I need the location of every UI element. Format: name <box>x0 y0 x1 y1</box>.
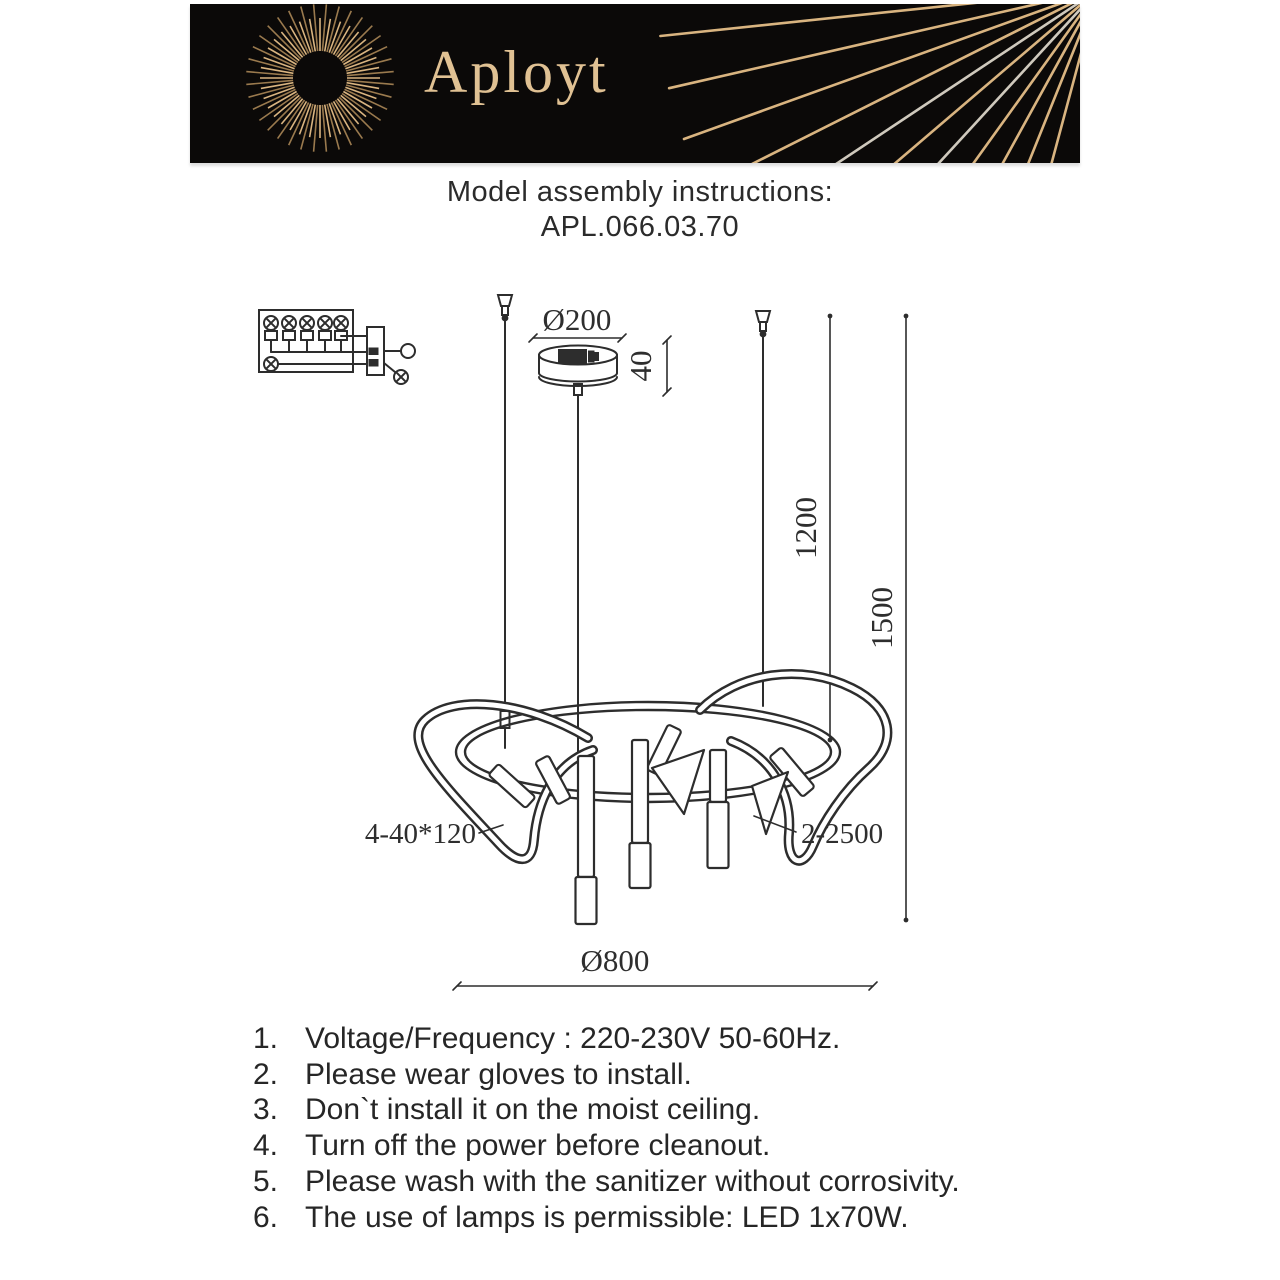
instruction-item <box>253 1128 1113 1164</box>
instruction-number: 6. <box>253 1200 279 1234</box>
dim-screws-label: 4-40*120 <box>364 818 476 850</box>
instruction-list <box>253 1021 1113 1235</box>
instruction-number: 5. <box>253 1164 279 1198</box>
instruction-text: The use of lamps is permissible: LED 1x70W. <box>305 1200 909 1234</box>
wiring-schematic <box>259 310 415 384</box>
instruction-item <box>253 1164 1113 1200</box>
instruction-text: Voltage/Frequency : 220-230V 50-60Hz. <box>305 1022 841 1055</box>
dim-canopy-height-label: 40 <box>623 350 658 382</box>
instruction-item <box>253 1092 1113 1128</box>
ceiling-canopy <box>529 334 671 752</box>
dimension-line-800 <box>453 982 877 990</box>
instruction-item <box>253 1057 1113 1093</box>
dim-total-height-label: 1500 <box>864 587 899 649</box>
instruction-number: 4. <box>253 1129 279 1163</box>
page-title: Model assembly instructions: <box>446 176 834 208</box>
instruction-item <box>253 1021 1113 1057</box>
instruction-number: 2. <box>253 1057 279 1091</box>
left-suspension-cable <box>498 295 512 748</box>
right-suspension-cable <box>756 311 770 706</box>
instruction-text: Turn off the power before cleanout. <box>305 1129 771 1163</box>
dim-rod-length-label: 1200 <box>788 497 823 559</box>
instruction-item <box>253 1200 1113 1236</box>
model-code: APL.066.03.70 <box>540 211 740 243</box>
dim-fixture-diameter-label: Ø800 <box>580 943 650 978</box>
brand-logo-text: Aployt <box>424 39 609 105</box>
chandelier-body <box>418 674 887 924</box>
instruction-number: 3. <box>253 1093 279 1127</box>
dim-cable-label: 2-2500 <box>801 818 884 850</box>
instruction-number: 1. <box>253 1022 279 1055</box>
dim-canopy-diameter-label: Ø200 <box>542 302 612 337</box>
instruction-text: Don`t install it on the moist ceiling. <box>305 1093 761 1127</box>
dimension-line-1500 <box>904 314 909 923</box>
instruction-text: Please wear gloves to install. <box>305 1057 692 1091</box>
instruction-text: Please wash with the sanitizer without corrosivity. <box>305 1164 960 1198</box>
